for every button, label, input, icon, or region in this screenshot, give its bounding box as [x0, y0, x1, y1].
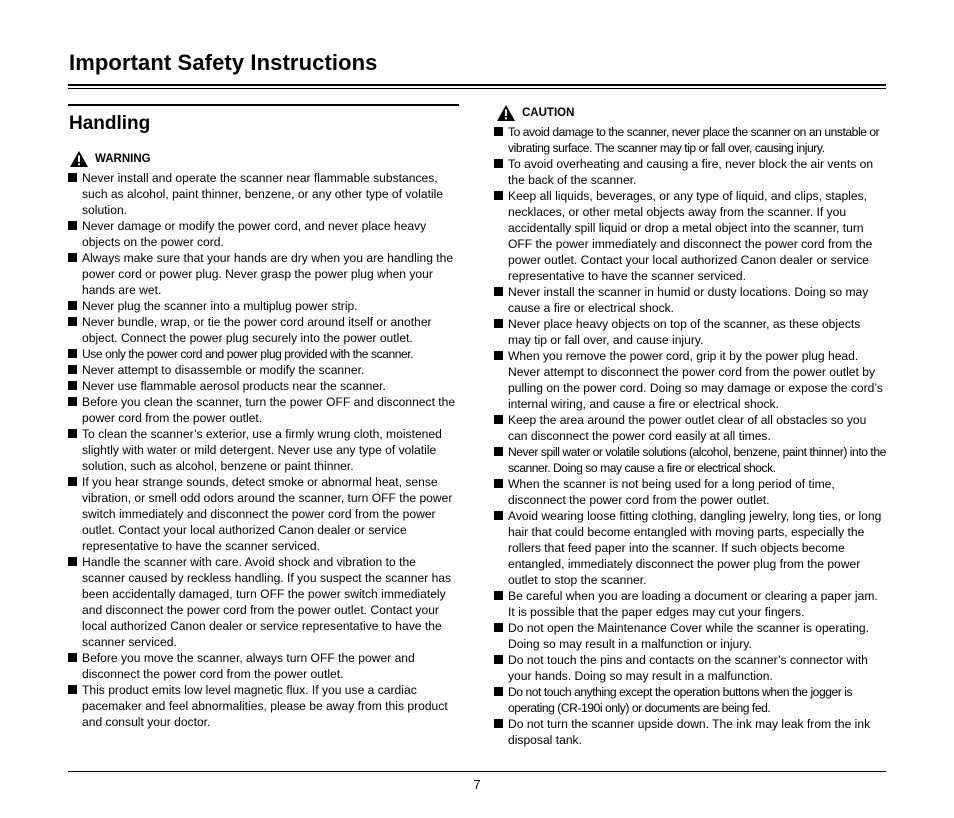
title-rule-thin: [68, 88, 886, 89]
right-column: [494, 104, 886, 748]
bullet-square-icon: [68, 253, 77, 262]
bullet-square-icon: [494, 687, 503, 696]
list-item: Handle the scanner with care. Avoid shock and vibration to the scanner caused by reckless handling. If you suspect the scanner has been accidentally damaged, turn OFF the power switch immediately and disconnect the power cord from the power outlet. Contact your local authorized Canon dealer or service representative to have the scanner serviced.: [68, 554, 459, 650]
list-item: Do not turn the scanner upside down. The ink may leak from the ink disposal tank.: [494, 716, 886, 748]
list-item: This product emits low level magnetic flux. If you use a cardiac pacemaker and feel abnormalities, please be away from this product and consult your doctor.: [68, 682, 459, 730]
footer-rule: [68, 771, 886, 772]
list-item: To avoid overheating and causing a fire, never block the air vents on the back of the scanner.: [494, 156, 886, 188]
list-item: When you remove the power cord, grip it by the power plug head. Never attempt to disconnect the power cord from the power outlet by pulling on the power cord. Doing so may damage or expose the cord’s internal wiring, and cause a fire or electrical shock.: [494, 348, 886, 412]
bullet-square-icon: [68, 221, 77, 230]
warning-list: [68, 170, 459, 730]
section-title: Handling: [69, 113, 151, 134]
bullet-square-icon: [68, 173, 77, 182]
bullet-square-icon: [68, 557, 77, 566]
title-rule-thick: [68, 84, 886, 86]
bullet-square-icon: [494, 447, 503, 456]
warning-triangle-icon: [496, 104, 516, 122]
bullet-square-icon: [494, 415, 503, 424]
bullet-square-icon: [494, 159, 503, 168]
page-number: 7: [473, 777, 481, 792]
bullet-square-icon: [68, 653, 77, 662]
bullet-square-icon: [494, 287, 503, 296]
bullet-square-icon: [68, 365, 77, 374]
bullet-square-icon: [494, 127, 503, 136]
caution-list: [494, 124, 886, 748]
bullet-square-icon: [494, 191, 503, 200]
bullet-square-icon: [68, 397, 77, 406]
list-item: Keep the area around the power outlet clear of all obstacles so you can disconnect the power cord easily at all times.: [494, 412, 886, 444]
list-item: Do not touch anything except the operation buttons when the jogger is operating (CR-190i only) or documents are being fed.: [494, 684, 886, 716]
list-item: Never bundle, wrap, or tie the power cord around itself or another object. Connect the power plug securely into the power outlet.: [68, 314, 459, 346]
page-title: Important Safety Instructions: [69, 50, 378, 75]
warning-heading: [69, 150, 459, 168]
list-item: When the scanner is not being used for a long period of time, disconnect the power cord from the power outlet.: [494, 476, 886, 508]
list-item: To clean the scanner’s exterior, use a firmly wrung cloth, moistened slightly with water or mild detergent. Never use any type of volatile solution, such as alcohol, benzene or paint thinner.: [68, 426, 459, 474]
list-item: If you hear strange sounds, detect smoke or abnormal heat, sense vibration, or smell odd odors around the scanner, turn OFF the power switch immediately and disconnect the power cord from the power outlet. Contact your local authorized Canon dealer or service representative to have the scanner serviced.: [68, 474, 459, 554]
list-item: Do not touch the pins and contacts on the scanner’s connector with your hands. Doing so may result in a malfunction.: [494, 652, 886, 684]
list-item: Never use flammable aerosol products near the scanner.: [68, 378, 459, 394]
bullet-square-icon: [68, 685, 77, 694]
list-item: Keep all liquids, beverages, or any type of liquid, and clips, staples, necklaces, or other metal objects away from the scanner. If you accidentally spill liquid or drop a metal object into the scanner, turn OFF the power immediately and disconnect the power cord from the power outlet. Contact your local authorized Canon dealer or service representative to have the scanner serviced.: [494, 188, 886, 284]
list-item: Never damage or modify the power cord, and never place heavy objects on the power cord.: [68, 218, 459, 250]
warning-heading-label: WARNING: [95, 153, 151, 165]
list-item: Never spill water or volatile solutions (alcohol, benzene, paint thinner) into the scanner. Doing so may cause a fire or electrical shock.: [494, 444, 886, 476]
list-item: Never attempt to disassemble or modify the scanner.: [68, 362, 459, 378]
bullet-square-icon: [494, 623, 503, 632]
bullet-square-icon: [68, 301, 77, 310]
warning-triangle-icon: [69, 150, 89, 168]
caution-heading: [496, 104, 886, 122]
list-item: Never plug the scanner into a multiplug power strip.: [68, 298, 459, 314]
left-column: [68, 104, 459, 730]
bullet-square-icon: [68, 381, 77, 390]
list-item: Never install the scanner in humid or dusty locations. Doing so may cause a fire or electrical shock.: [494, 284, 886, 316]
list-item: Before you clean the scanner, turn the power OFF and disconnect the power cord from the power outlet.: [68, 394, 459, 426]
list-item: To avoid damage to the scanner, never place the scanner on an unstable or vibrating surface. The scanner may tip or fall over, causing injury.: [494, 124, 886, 156]
bullet-square-icon: [494, 655, 503, 664]
bullet-square-icon: [68, 349, 77, 358]
bullet-square-icon: [494, 351, 503, 360]
bullet-square-icon: [494, 511, 503, 520]
list-item: Never install and operate the scanner near flammable substances, such as alcohol, paint thinner, benzene, or any other type of volatile solution.: [68, 170, 459, 218]
list-item: Be careful when you are loading a document or clearing a paper jam. It is possible that the paper edges may cut your fingers.: [494, 588, 886, 620]
list-item: Always make sure that your hands are dry when you are handling the power cord or power plug. Never grasp the power plug when your hands are wet.: [68, 250, 459, 298]
bullet-square-icon: [494, 591, 503, 600]
caution-heading-label: CAUTION: [522, 107, 575, 119]
bullet-square-icon: [68, 317, 77, 326]
section-rule: [68, 104, 459, 106]
list-item: Do not open the Maintenance Cover while the scanner is operating. Doing so may result in a malfunction or injury.: [494, 620, 886, 652]
bullet-square-icon: [68, 429, 77, 438]
bullet-square-icon: [494, 319, 503, 328]
list-item: Before you move the scanner, always turn OFF the power and disconnect the power cord from the power outlet.: [68, 650, 459, 682]
list-item: Never place heavy objects on top of the scanner, as these objects may tip or fall over, and cause injury.: [494, 316, 886, 348]
list-item: Avoid wearing loose fitting clothing, dangling jewelry, long ties, or long hair that could become entangled with moving parts, especially the rollers that feed paper into the scanner. If such objects become entangled, immediately disconnect the power plug from the power outlet to stop the scanner.: [494, 508, 886, 588]
bullet-square-icon: [68, 477, 77, 486]
bullet-square-icon: [494, 719, 503, 728]
list-item: Use only the power cord and power plug provided with the scanner.: [68, 346, 459, 362]
bullet-square-icon: [494, 479, 503, 488]
